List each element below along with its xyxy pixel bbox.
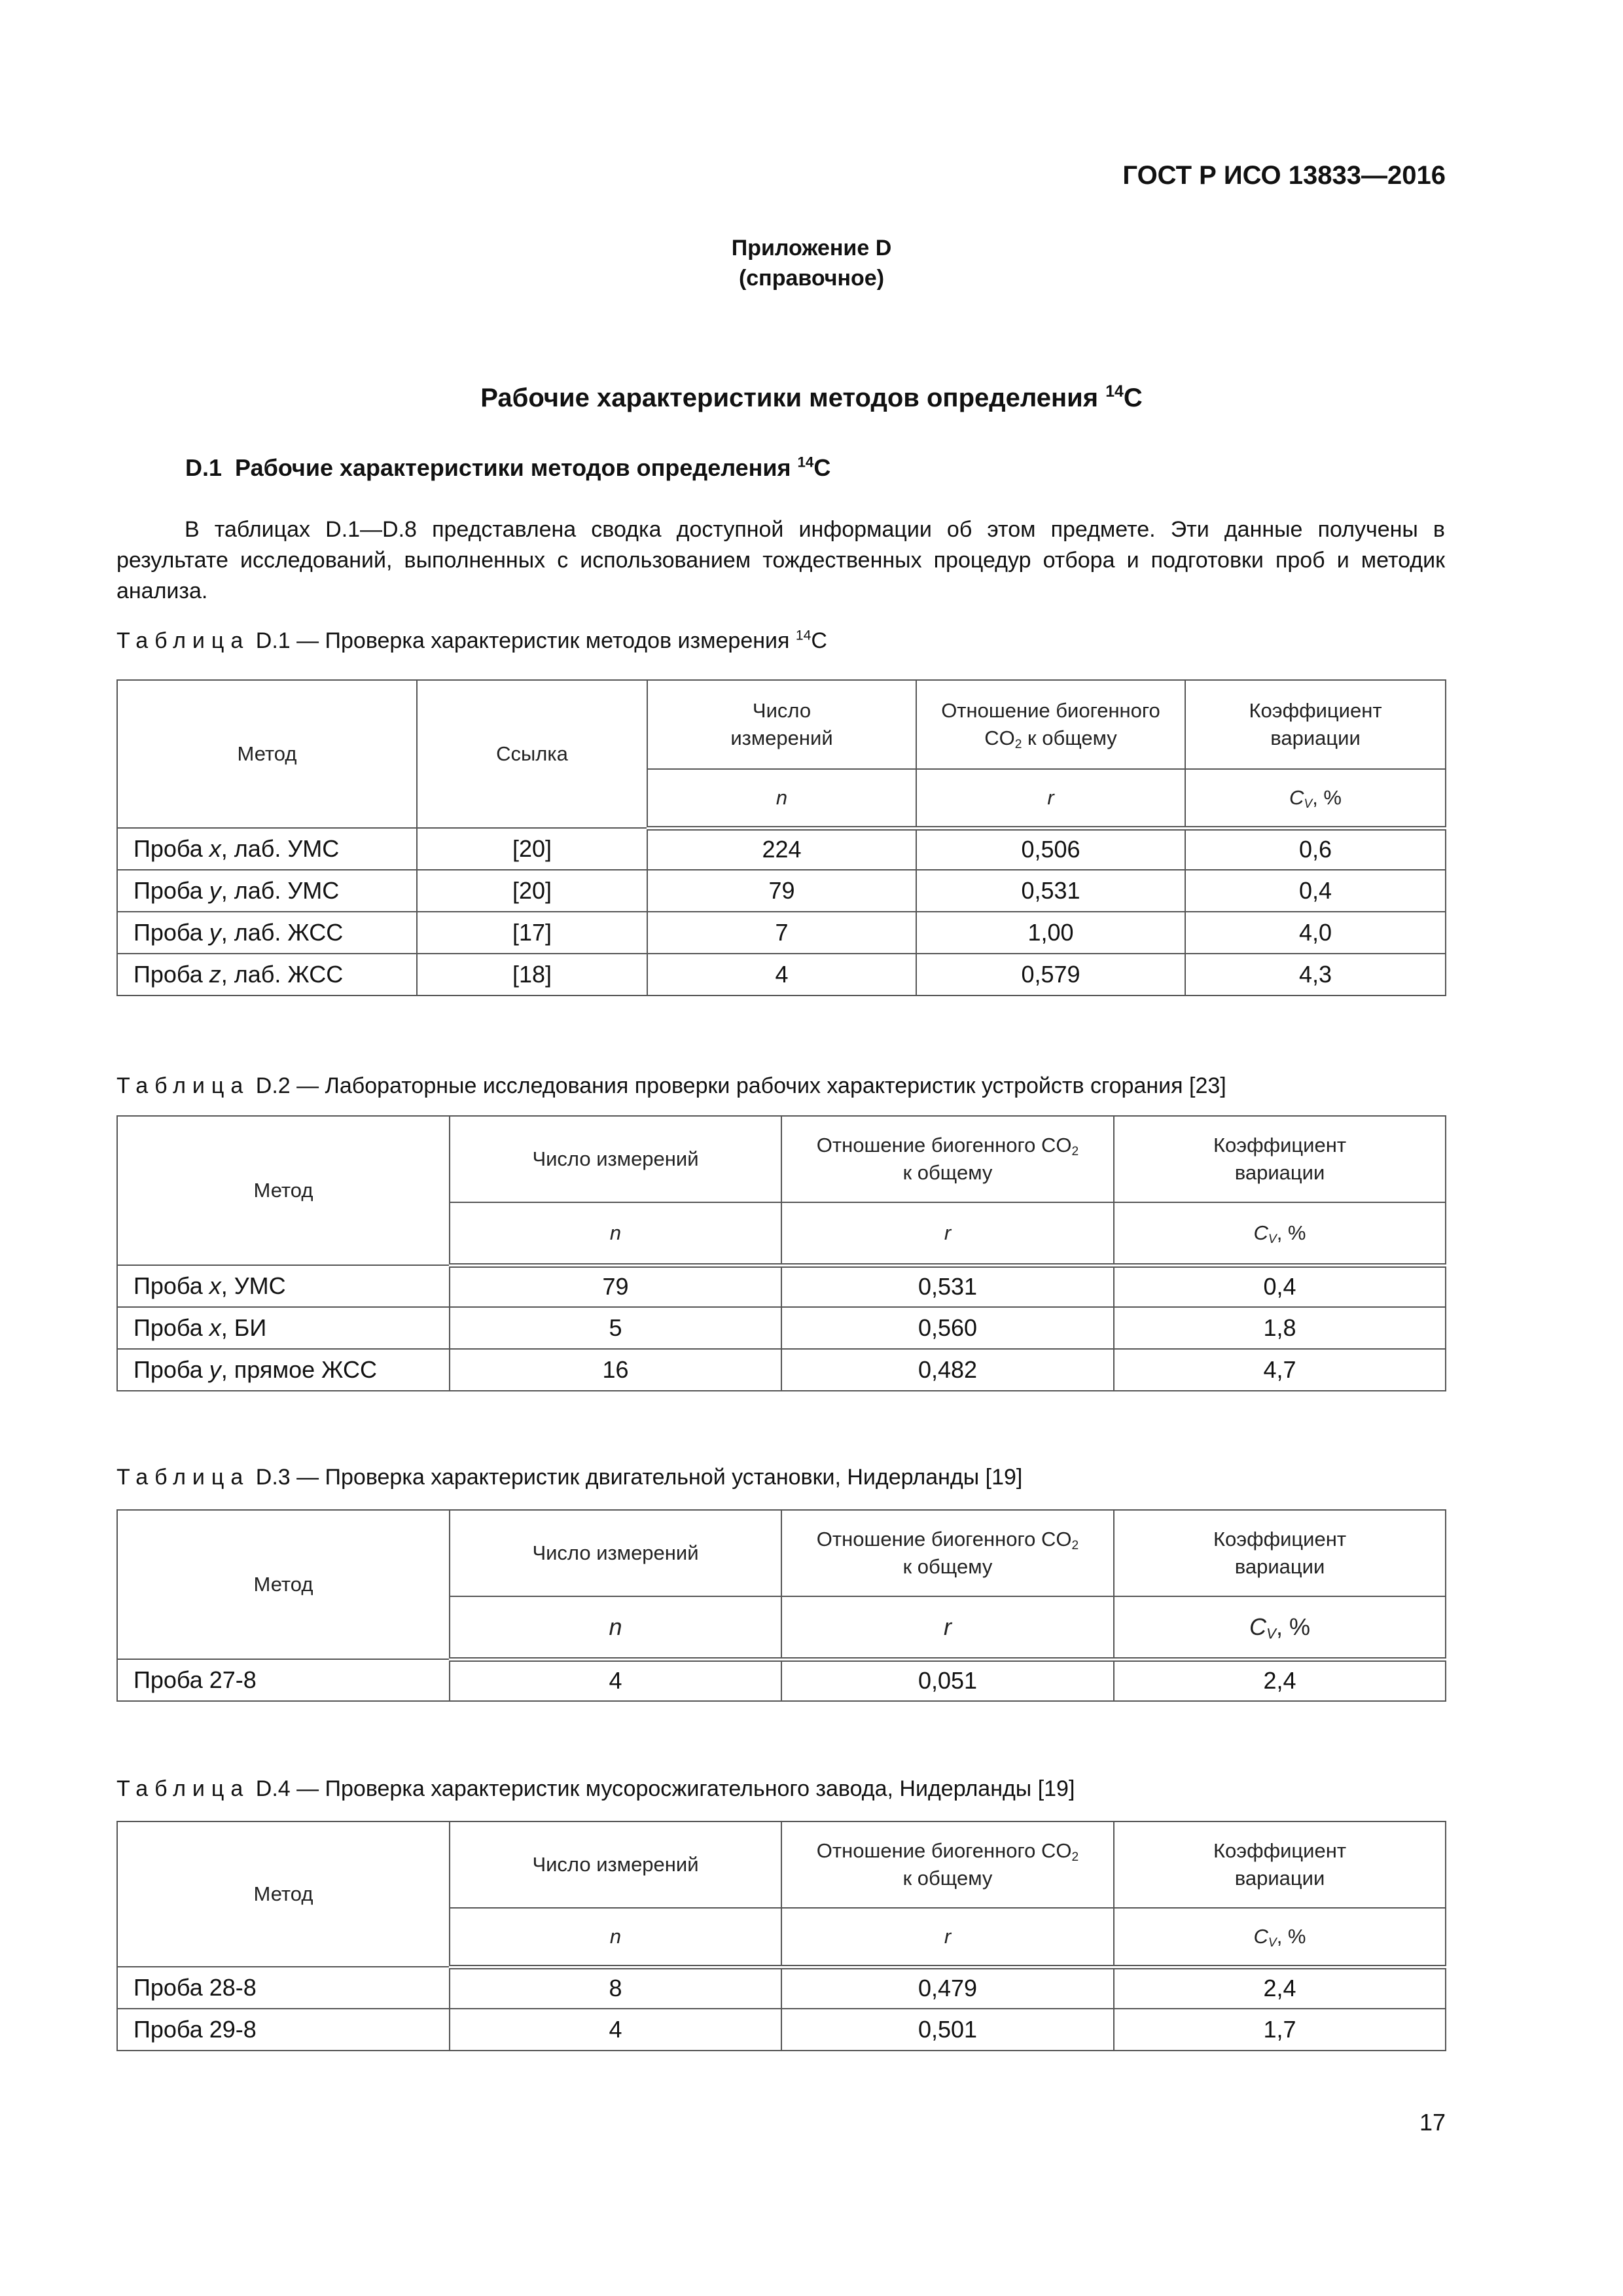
table-caption-d1 — [116, 628, 827, 654]
annex-title-text: Рабочие характеристики методов определения — [480, 384, 1106, 412]
header-coef: Коэффициент вариации — [1185, 680, 1446, 769]
header-method: Метод — [117, 680, 417, 828]
symbol-r: r — [781, 1202, 1114, 1265]
symbol-r: r — [781, 1908, 1114, 1967]
header-coef: Коэффициент вариации — [1114, 1116, 1446, 1202]
table-caption-text: D.1 — Проверка характеристик методов измерения — [249, 628, 796, 653]
annex-title-tail: C — [1123, 384, 1143, 412]
annex-status: (справочное) — [738, 266, 885, 291]
table-word: Таблица — [116, 1776, 250, 1801]
table-caption-text: D.2 — Лабораторные исследования проверки рабочих характеристик устройств сгорания [23] — [249, 1073, 1226, 1098]
header-count: Число измерений — [450, 1116, 781, 1202]
section-tail: C — [813, 454, 831, 481]
table-d4 — [116, 1821, 1446, 2051]
header-method: Метод — [117, 1116, 450, 1265]
symbol-cv: $C_V$, % — [1114, 1908, 1446, 1967]
table-d2 — [116, 1115, 1446, 1391]
symbol-n: n — [450, 1908, 781, 1967]
table-caption-text: D.3 — Проверка характеристик двигательной установки, Нидерланды [19] — [249, 1465, 1023, 1490]
table-row: Проба y, лаб. ЖСС [17] 7 1,00 4,0 — [117, 912, 1446, 954]
table-row: Проба 27-8 4 0,051 2,4 — [117, 1659, 1446, 1701]
table-row: Проба x, БИ 5 0,560 1,8 — [117, 1307, 1446, 1349]
annex-title-sup: 14 — [1105, 383, 1124, 401]
table-word: Таблица — [116, 1465, 250, 1490]
table-row: Проба 29-8 4 0,501 1,7 — [117, 2009, 1446, 2051]
header-ratio: Отношение биогенного $CO_2$ к общему — [781, 1116, 1114, 1202]
table-d1 — [116, 679, 1446, 996]
annex-title — [0, 384, 1623, 413]
table-row: Проба x, лаб. УМС [20] 224 0,506 0,6 — [117, 828, 1446, 870]
header-method: Метод — [117, 1821, 450, 1967]
table-caption-text: D.4 — Проверка характеристик мусоросжигательного завода, Нидерланды [19] — [249, 1776, 1075, 1801]
intro-paragraph: В таблицах D.1—D.8 представлена сводка доступной информации об этом предмете. Эти данные получены в результате исследований, выполненных с использованием тождественных процедур отбора и подготовки проб и методик анализа. — [116, 517, 1445, 603]
section-text: Рабочие характеристики методов определения — [235, 454, 798, 481]
table-row: Проба x, УМС 79 0,531 0,4 — [117, 1265, 1446, 1307]
header-count: Число измерений — [647, 680, 916, 769]
table-d3 — [116, 1509, 1446, 1702]
header-ratio: Отношение биогенного $CO_2$ к общему — [781, 1821, 1114, 1908]
symbol-r: r — [781, 1596, 1114, 1659]
table-word: Таблица — [116, 1073, 250, 1098]
symbol-cv: $C_V$, % — [1114, 1596, 1446, 1659]
table-caption-d3 — [116, 1465, 1022, 1490]
header-ratio: Отношение биогенного $CO_2$ к общему — [916, 680, 1185, 769]
page-number: 17 — [1419, 2109, 1446, 2136]
annex-heading — [0, 233, 1623, 293]
table-caption-sup: 14 — [795, 628, 812, 643]
symbol-n: n — [647, 769, 916, 828]
section-heading — [185, 454, 830, 482]
table-caption-d2 — [116, 1073, 1226, 1099]
header-coef: Коэффициент вариации — [1114, 1821, 1446, 1908]
header-count: Число измерений — [450, 1510, 781, 1596]
symbol-r: r — [916, 769, 1185, 828]
table-row: Проба y, лаб. УМС [20] 79 0,531 0,4 — [117, 870, 1446, 912]
header-coef: Коэффициент вариации — [1114, 1510, 1446, 1596]
table-row: Проба z, лаб. ЖСС [18] 4 0,579 4,3 — [117, 954, 1446, 996]
standard-designation: ГОСТ Р ИСО 13833—2016 — [1122, 161, 1446, 190]
symbol-cv: $C_V$, % — [1114, 1202, 1446, 1265]
table-caption-d4 — [116, 1776, 1075, 1802]
header-count: Число измерений — [450, 1821, 781, 1908]
annex-label: Приложение D — [731, 236, 892, 260]
symbol-n: n — [450, 1202, 781, 1265]
section-sup: 14 — [797, 454, 814, 471]
table-word: Таблица — [116, 628, 250, 653]
table-caption-tail: C — [811, 628, 827, 653]
header-method: Метод — [117, 1510, 450, 1659]
table-row: Проба 28-8 8 0,479 2,4 — [117, 1967, 1446, 2009]
section-number: D.1 — [185, 454, 223, 481]
header-ratio: Отношение биогенного $CO_2$ к общему — [781, 1510, 1114, 1596]
table-row: Проба y, прямое ЖСС 16 0,482 4,7 — [117, 1349, 1446, 1391]
header-reference: Ссылка — [417, 680, 647, 828]
symbol-cv: $C_V$, % — [1185, 769, 1446, 828]
symbol-n: n — [450, 1596, 781, 1659]
